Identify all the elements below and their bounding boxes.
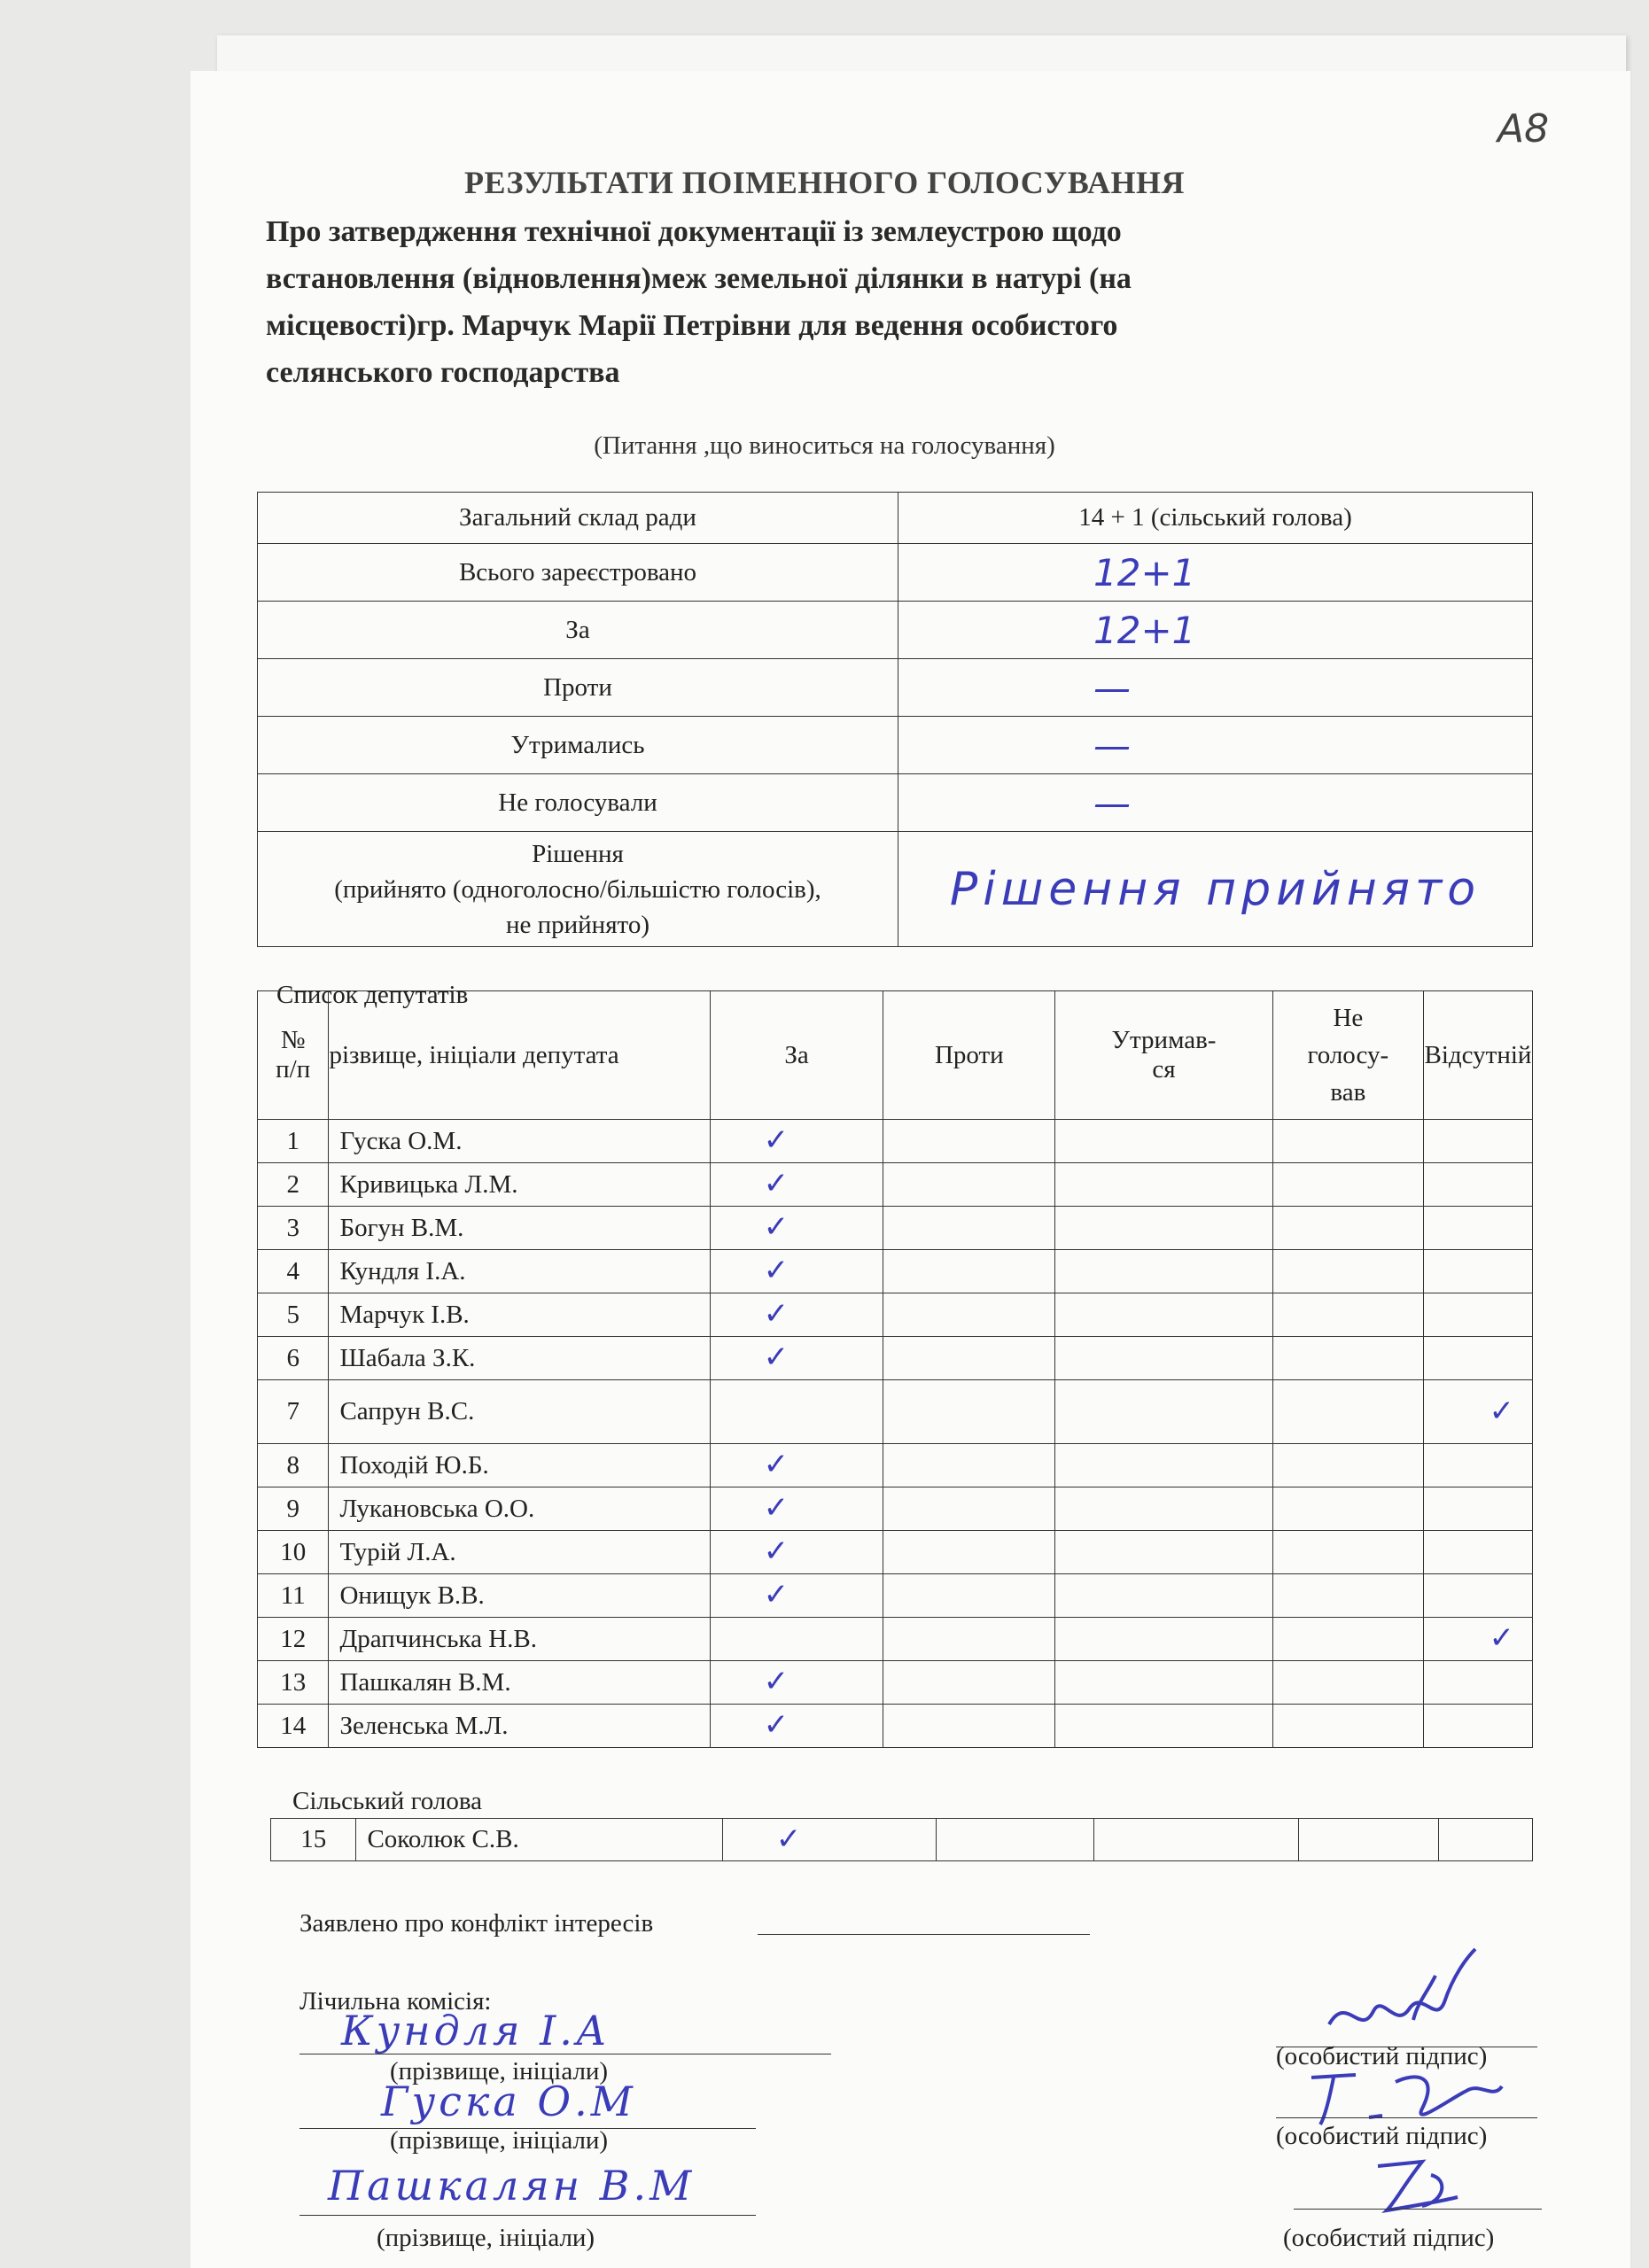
- vote-cell-against: [883, 1618, 1055, 1661]
- header-absent: Відсутній: [1423, 991, 1532, 1120]
- vote-cell-against: [883, 1293, 1055, 1337]
- vote-cell-for: [710, 1120, 883, 1163]
- deputies-table: [257, 990, 1533, 1748]
- commission-name-line-3: [299, 2215, 756, 2216]
- vote-cell-for: [710, 1293, 883, 1337]
- vote-cell-absent: [1423, 1531, 1532, 1574]
- signature-line-3: [1294, 2209, 1542, 2210]
- vote-cell-not-voted: [1272, 1618, 1423, 1661]
- vote-cell-abstained: [1055, 1661, 1273, 1705]
- check-mark-icon: ✓: [763, 1534, 789, 1569]
- vote-cell-absent: [1423, 1293, 1532, 1337]
- vote-cell-not-voted: [1272, 1293, 1423, 1337]
- decision-label-line: не прийнято): [505, 910, 649, 939]
- summary-row: [258, 602, 1533, 659]
- check-mark-icon: ✓: [763, 1122, 789, 1158]
- header-num: [258, 991, 329, 1120]
- vote-cell-absent: [1439, 1819, 1533, 1861]
- vote-cell-for: [710, 1380, 883, 1444]
- vote-cell-abstained: [1055, 1120, 1273, 1163]
- summary-table: [257, 492, 1533, 947]
- vote-cell-for: [710, 1207, 883, 1250]
- deputy-name: Пашкалян В.М.: [329, 1661, 710, 1705]
- commission-name-1: Кундля І.А: [341, 2007, 611, 2054]
- table-row: [258, 1380, 1533, 1444]
- subject-caption: (Питання ,що виноситься на голосування): [594, 431, 1055, 460]
- table-row: [258, 1444, 1533, 1487]
- vote-cell-not-voted: [1272, 1574, 1423, 1618]
- subject-line: місцевості)гр. Марчук Марії Петрівни для ведення особистого: [266, 309, 1118, 342]
- table-row: [258, 1163, 1533, 1207]
- vote-cell-abstained: [1055, 1250, 1273, 1293]
- vote-cell-not-voted: [1272, 1120, 1423, 1163]
- check-mark-icon: ✓: [763, 1577, 789, 1612]
- deputy-name: Гуска О.М.: [329, 1120, 710, 1163]
- table-row: [258, 1337, 1533, 1380]
- decision-label: [258, 832, 898, 947]
- summary-value: 12+1: [898, 602, 1533, 659]
- summary-row: [258, 659, 1533, 717]
- summary-row: [258, 493, 1533, 544]
- decision-value: Рішення прийнято: [898, 832, 1533, 947]
- commission-name-caption-2: (прізвище, ініціали): [390, 2126, 609, 2155]
- deputy-name: Лукановська О.О.: [329, 1487, 710, 1531]
- header-num-line: №: [280, 1026, 306, 1054]
- conflict-line: [758, 1934, 1090, 1935]
- deputy-num: 11: [258, 1574, 329, 1618]
- summary-label: За: [258, 602, 898, 659]
- vote-cell-abstained: [1055, 1487, 1273, 1531]
- vote-cell-not-voted: [1272, 1163, 1423, 1207]
- check-mark-icon: ✓: [1489, 1620, 1514, 1656]
- vote-cell-absent: [1423, 1444, 1532, 1487]
- deputy-num: 8: [258, 1444, 329, 1487]
- vote-cell-not-voted: [1272, 1531, 1423, 1574]
- subject-line: встановлення (відновлення)меж земельної ділянки в натурі (на: [266, 262, 1132, 295]
- check-mark-icon: ✓: [763, 1209, 789, 1245]
- conflict-label: Заявлено про конфлікт інтересів: [299, 1909, 654, 1938]
- summary-label: Утримались: [258, 717, 898, 774]
- header-not-voted-line: Не: [1333, 1004, 1364, 1032]
- vote-cell-abstained: [1055, 1337, 1273, 1380]
- summary-row: [258, 717, 1533, 774]
- document-title: РЕЗУЛЬТАТИ ПОІМЕННОГО ГОЛОСУВАННЯ: [464, 165, 1185, 200]
- table-row: [258, 1487, 1533, 1531]
- vote-cell-abstained: [1094, 1819, 1298, 1861]
- vote-cell-for: [710, 1444, 883, 1487]
- deputy-name: Марчук І.В.: [329, 1293, 710, 1337]
- header-num-line: п/п: [276, 1055, 311, 1084]
- summary-row: [258, 544, 1533, 602]
- vote-cell-not-voted: [1298, 1819, 1438, 1861]
- deputy-name: Турій Л.А.: [329, 1531, 710, 1574]
- commission-name-caption-1: (прізвище, ініціали): [390, 2057, 609, 2085]
- vote-cell-for: [710, 1574, 883, 1618]
- deputy-num: 4: [258, 1250, 329, 1293]
- deputy-num: 12: [258, 1618, 329, 1661]
- subject-line: селянського господарства: [266, 356, 620, 389]
- deputy-num: 7: [258, 1380, 329, 1444]
- vote-cell-abstained: [1055, 1293, 1273, 1337]
- deputy-num: 14: [258, 1705, 329, 1748]
- deputy-name: Походій Ю.Б.: [329, 1444, 710, 1487]
- header-against: Проти: [883, 991, 1055, 1120]
- check-mark-icon: ✓: [763, 1253, 789, 1288]
- check-mark-icon: ✓: [763, 1447, 789, 1482]
- vote-cell-against: [883, 1531, 1055, 1574]
- vote-cell-against: [883, 1207, 1055, 1250]
- summary-value: 12+1: [898, 544, 1533, 602]
- vote-cell-abstained: [1055, 1531, 1273, 1574]
- head-caption: Сільський голова: [292, 1787, 483, 1815]
- summary-value: —: [898, 717, 1533, 774]
- summary-row: [258, 774, 1533, 832]
- deputies-header-row: [258, 991, 1533, 1120]
- deputy-name: Онищук В.В.: [329, 1574, 710, 1618]
- deputy-name: Шабала З.К.: [329, 1337, 710, 1380]
- check-mark-icon: ✓: [763, 1707, 789, 1743]
- vote-cell-not-voted: [1272, 1337, 1423, 1380]
- deputy-name: Кундля І.А.: [329, 1250, 710, 1293]
- deputy-num: 9: [258, 1487, 329, 1531]
- deputy-num: 15: [271, 1819, 356, 1861]
- vote-cell-absent: [1423, 1661, 1532, 1705]
- table-row: [258, 1661, 1533, 1705]
- vote-cell-abstained: [1055, 1705, 1273, 1748]
- deputy-name: Зеленська М.Л.: [329, 1705, 710, 1748]
- vote-cell-abstained: [1055, 1380, 1273, 1444]
- check-mark-icon: ✓: [763, 1490, 789, 1526]
- commission-name-2: Гуска О.М: [381, 2078, 636, 2125]
- vote-cell-against: [883, 1705, 1055, 1748]
- vote-cell-abstained: [1055, 1574, 1273, 1618]
- corner-annotation: А8: [1497, 106, 1550, 151]
- check-mark-icon: ✓: [763, 1340, 789, 1375]
- vote-cell-for: [710, 1705, 883, 1748]
- subject-line: Про затвердження технічної документації із землеустрою щодо: [266, 215, 1122, 248]
- commission-label: Лічильна комісія:: [299, 1987, 492, 2016]
- head-table: [270, 1818, 1533, 1861]
- vote-cell-not-voted: [1272, 1705, 1423, 1748]
- check-mark-icon: ✓: [763, 1664, 789, 1699]
- deputy-name: Кривицька Л.М.: [329, 1163, 710, 1207]
- header-abstained-line: Утримав-: [1111, 1026, 1217, 1054]
- check-mark-icon: ✓: [763, 1296, 789, 1332]
- summary-decision-row: [258, 832, 1533, 947]
- vote-cell-for: [710, 1250, 883, 1293]
- vote-cell-not-voted: [1272, 1380, 1423, 1444]
- vote-cell-abstained: [1055, 1207, 1273, 1250]
- vote-cell-abstained: [1055, 1618, 1273, 1661]
- vote-cell-against: [883, 1120, 1055, 1163]
- vote-cell-for: [710, 1337, 883, 1380]
- vote-cell-absent: [1423, 1250, 1532, 1293]
- table-row: [258, 1207, 1533, 1250]
- table-row: [258, 1705, 1533, 1748]
- summary-value: —: [898, 774, 1533, 832]
- vote-cell-absent: [1423, 1705, 1532, 1748]
- decision-label-line: (прийнято (одноголосно/більшістю голосів),: [334, 874, 821, 904]
- vote-cell-against: [883, 1337, 1055, 1380]
- commission-sign-caption-2: (особистий підпис): [1276, 2122, 1488, 2150]
- vote-cell-against: [936, 1819, 1094, 1861]
- header-not-voted-line: вав: [1330, 1078, 1366, 1107]
- commission-sign-caption-1: (особистий підпис): [1276, 2042, 1488, 2070]
- vote-cell-against: [883, 1380, 1055, 1444]
- vote-cell-abstained: [1055, 1444, 1273, 1487]
- table-row: [258, 1293, 1533, 1337]
- header-not-voted: [1272, 991, 1423, 1120]
- check-mark-icon: ✓: [775, 1821, 802, 1857]
- summary-label: Загальний склад ради: [258, 493, 898, 544]
- deputy-num: 10: [258, 1531, 329, 1574]
- table-row: [271, 1819, 1533, 1861]
- vote-cell-absent: [1423, 1120, 1532, 1163]
- vote-cell-against: [883, 1487, 1055, 1531]
- deputy-name: Драпчинська Н.В.: [329, 1618, 710, 1661]
- deputy-name: Богун В.М.: [329, 1207, 710, 1250]
- vote-cell-not-voted: [1272, 1444, 1423, 1487]
- deputy-name: Сапрун В.С.: [329, 1380, 710, 1444]
- summary-label: Всього зареєстровано: [258, 544, 898, 602]
- table-row: [258, 1531, 1533, 1574]
- table-row: [258, 1618, 1533, 1661]
- vote-cell-against: [883, 1574, 1055, 1618]
- vote-cell-not-voted: [1272, 1487, 1423, 1531]
- deputy-num: 6: [258, 1337, 329, 1380]
- check-mark-icon: ✓: [763, 1166, 789, 1201]
- vote-cell-not-voted: [1272, 1207, 1423, 1250]
- deputy-name: Соколюк С.В.: [356, 1819, 722, 1861]
- vote-cell-against: [883, 1444, 1055, 1487]
- signature-line-2: [1276, 2117, 1537, 2118]
- vote-cell-absent: [1423, 1487, 1532, 1531]
- commission-name-3: Пашкалян В.М: [328, 2162, 696, 2210]
- deputy-num: 2: [258, 1163, 329, 1207]
- vote-cell-against: [883, 1163, 1055, 1207]
- vote-cell-for: [710, 1163, 883, 1207]
- vote-cell-for: [722, 1819, 936, 1861]
- vote-cell-absent: [1423, 1207, 1532, 1250]
- header-abstained: [1055, 991, 1273, 1120]
- vote-cell-against: [883, 1661, 1055, 1705]
- vote-cell-not-voted: [1272, 1661, 1423, 1705]
- summary-label: Проти: [258, 659, 898, 717]
- vote-cell-not-voted: [1272, 1250, 1423, 1293]
- header-name: різвище, ініціали депутата: [329, 991, 710, 1120]
- summary-value: 14 + 1 (сільський голова): [898, 493, 1533, 544]
- vote-cell-abstained: [1055, 1163, 1273, 1207]
- deputy-num: 5: [258, 1293, 329, 1337]
- vote-cell-for: [710, 1531, 883, 1574]
- deputy-num: 13: [258, 1661, 329, 1705]
- table-row: [258, 1250, 1533, 1293]
- header-abstained-line: ся: [1152, 1055, 1176, 1084]
- deputy-num: 3: [258, 1207, 329, 1250]
- deputy-num: 1: [258, 1120, 329, 1163]
- commission-name-caption-3: (прізвище, ініціали): [377, 2224, 595, 2252]
- vote-cell-absent: [1423, 1574, 1532, 1618]
- vote-cell-against: [883, 1250, 1055, 1293]
- deputies-caption: Список депутатів: [276, 981, 469, 1009]
- summary-value: —: [898, 659, 1533, 717]
- table-row: [258, 1120, 1533, 1163]
- commission-sign-caption-3: (особистий підпис): [1283, 2224, 1495, 2252]
- vote-cell-absent: [1423, 1380, 1532, 1444]
- check-mark-icon: ✓: [1489, 1393, 1514, 1429]
- vote-cell-absent: [1423, 1163, 1532, 1207]
- table-row: [258, 1574, 1533, 1618]
- signature-1: [1311, 1940, 1489, 2055]
- header-for: За: [710, 991, 883, 1120]
- vote-cell-absent: [1423, 1618, 1532, 1661]
- header-not-voted-line: голосу-: [1307, 1041, 1389, 1069]
- subject-text: [266, 208, 1418, 396]
- vote-cell-for: [710, 1661, 883, 1705]
- vote-cell-for: [710, 1618, 883, 1661]
- vote-cell-for: [710, 1487, 883, 1531]
- summary-label: Не голосували: [258, 774, 898, 832]
- vote-cell-absent: [1423, 1337, 1532, 1380]
- decision-label-line: Рішення: [532, 839, 624, 868]
